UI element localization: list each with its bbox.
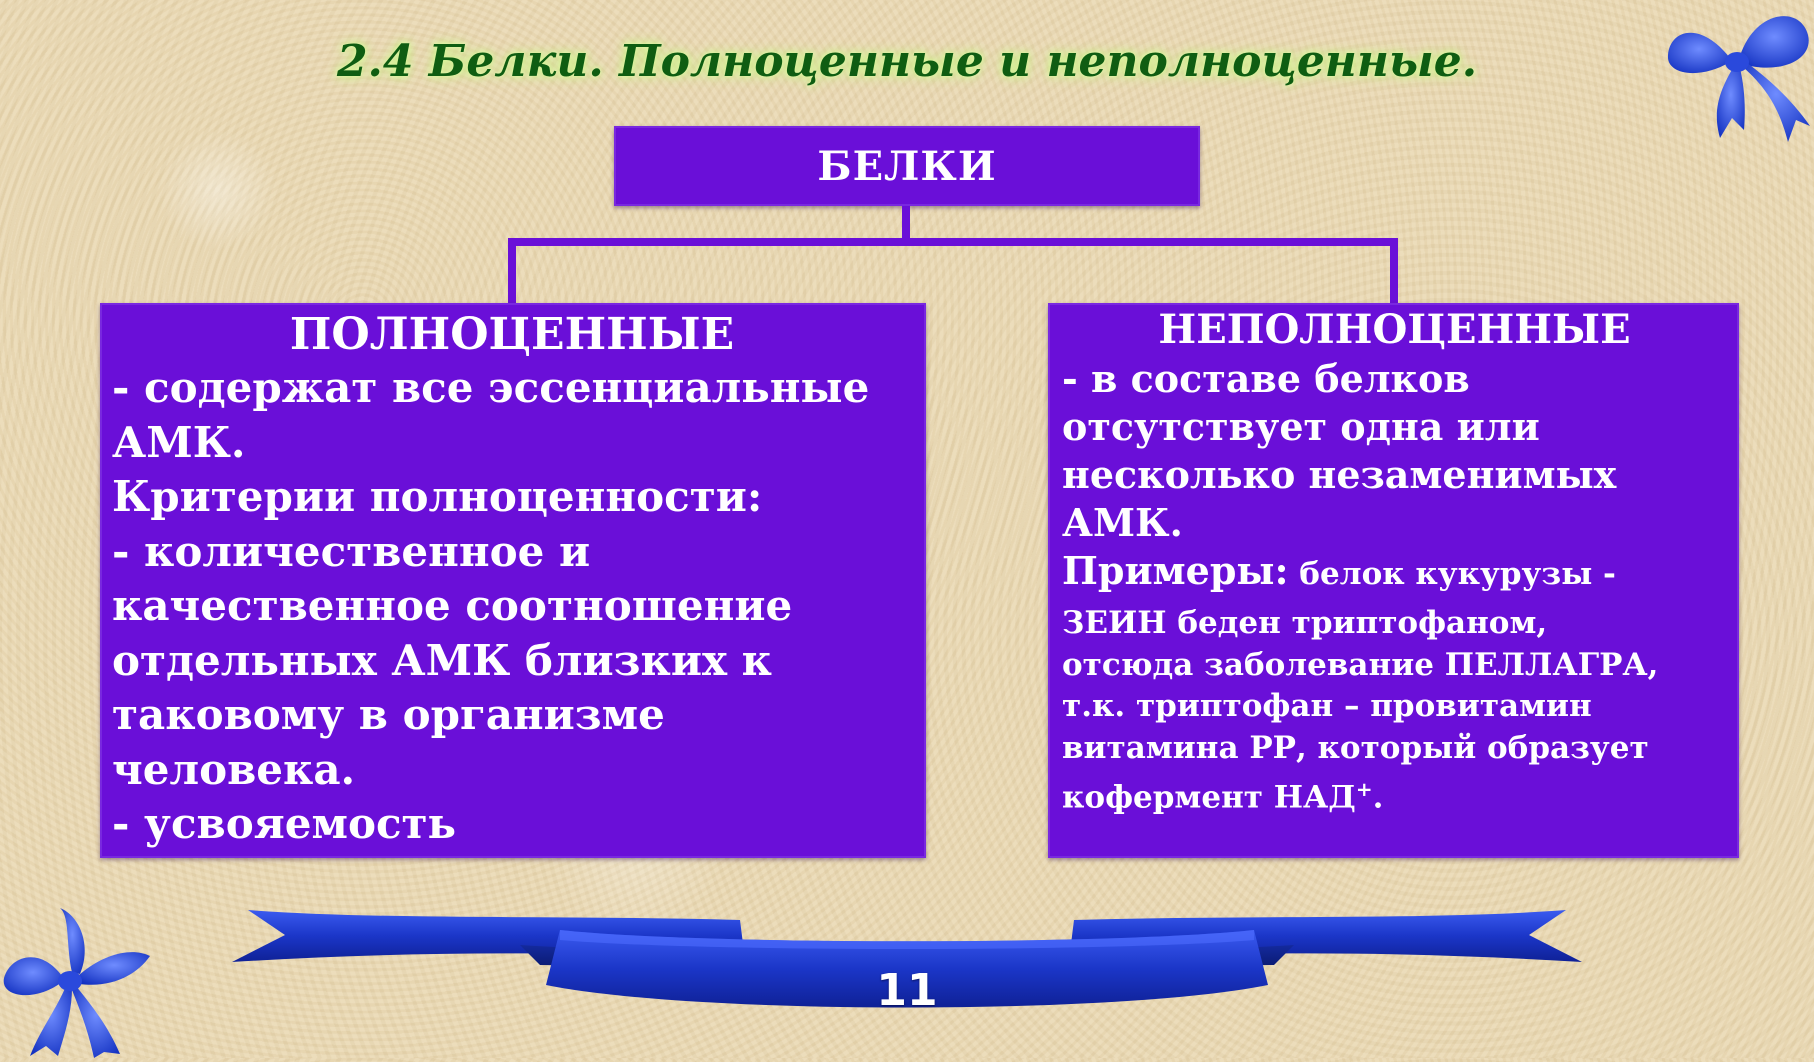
- examples-label: Примеры:: [1062, 548, 1289, 593]
- root-node-label: БЕЛКИ: [817, 142, 997, 190]
- node-incomplete-line: - в составе белков: [1062, 356, 1470, 401]
- node-complete-line: качественное соотношение: [112, 581, 793, 630]
- node-incomplete-line: отсюда заболевание ПЕЛЛАГРА,: [1062, 646, 1659, 683]
- node-incomplete-heading: НЕПОЛНОЦЕННЫЕ: [1158, 306, 1631, 353]
- last-line-text: кофермент НАД: [1062, 779, 1356, 816]
- node-incomplete-line: витамина РР, который образует: [1062, 729, 1649, 766]
- connector-horizontal: [508, 238, 1398, 246]
- node-incomplete-line: АМК.: [1062, 500, 1183, 545]
- slide-number: 11: [876, 965, 938, 1016]
- node-incomplete-line: ЗЕИН беден триптофаном,: [1062, 605, 1548, 641]
- node-complete-line: АМК.: [112, 417, 246, 467]
- bow-top-right-icon: [1660, 0, 1814, 150]
- connector-right-drop: [1390, 238, 1398, 304]
- node-complete-line: - количественное и: [112, 526, 591, 576]
- node-incomplete-line: т.к. триптофан – провитамин: [1062, 688, 1592, 724]
- last-line-sup: +: [1355, 777, 1373, 801]
- node-incomplete-line: отсутствует одна или: [1062, 404, 1540, 449]
- node-incomplete-examples-line: [1062, 547, 1727, 603]
- node-incomplete-proteins: [1048, 303, 1739, 858]
- last-line-end: .: [1372, 779, 1384, 816]
- node-complete-line: таковому в организме: [112, 690, 665, 739]
- connector-left-drop: [508, 238, 516, 304]
- node-complete-line: человека.: [112, 744, 356, 794]
- node-complete-proteins: [100, 303, 926, 858]
- node-incomplete-last-line: [1062, 769, 1727, 819]
- node-complete-line: Критерии полноценности:: [112, 472, 763, 521]
- node-complete-line: - содержат все эссенциальные: [112, 363, 870, 412]
- node-complete-line: - усвояемость: [112, 799, 457, 848]
- bow-bottom-left-icon: [0, 906, 154, 1058]
- node-complete-line: отдельных АМК близких к: [112, 635, 772, 685]
- root-node-belki: [614, 126, 1200, 206]
- node-complete-heading: ПОЛНОЦЕННЫЕ: [289, 309, 735, 360]
- connector-root-stem: [902, 206, 910, 242]
- node-incomplete-line: несколько незаменимых: [1062, 452, 1617, 497]
- slide-title: 2.4 Белки. Полноценные и неполноценные.: [336, 36, 1478, 87]
- examples-first-text: белок кукурузы -: [1288, 556, 1616, 592]
